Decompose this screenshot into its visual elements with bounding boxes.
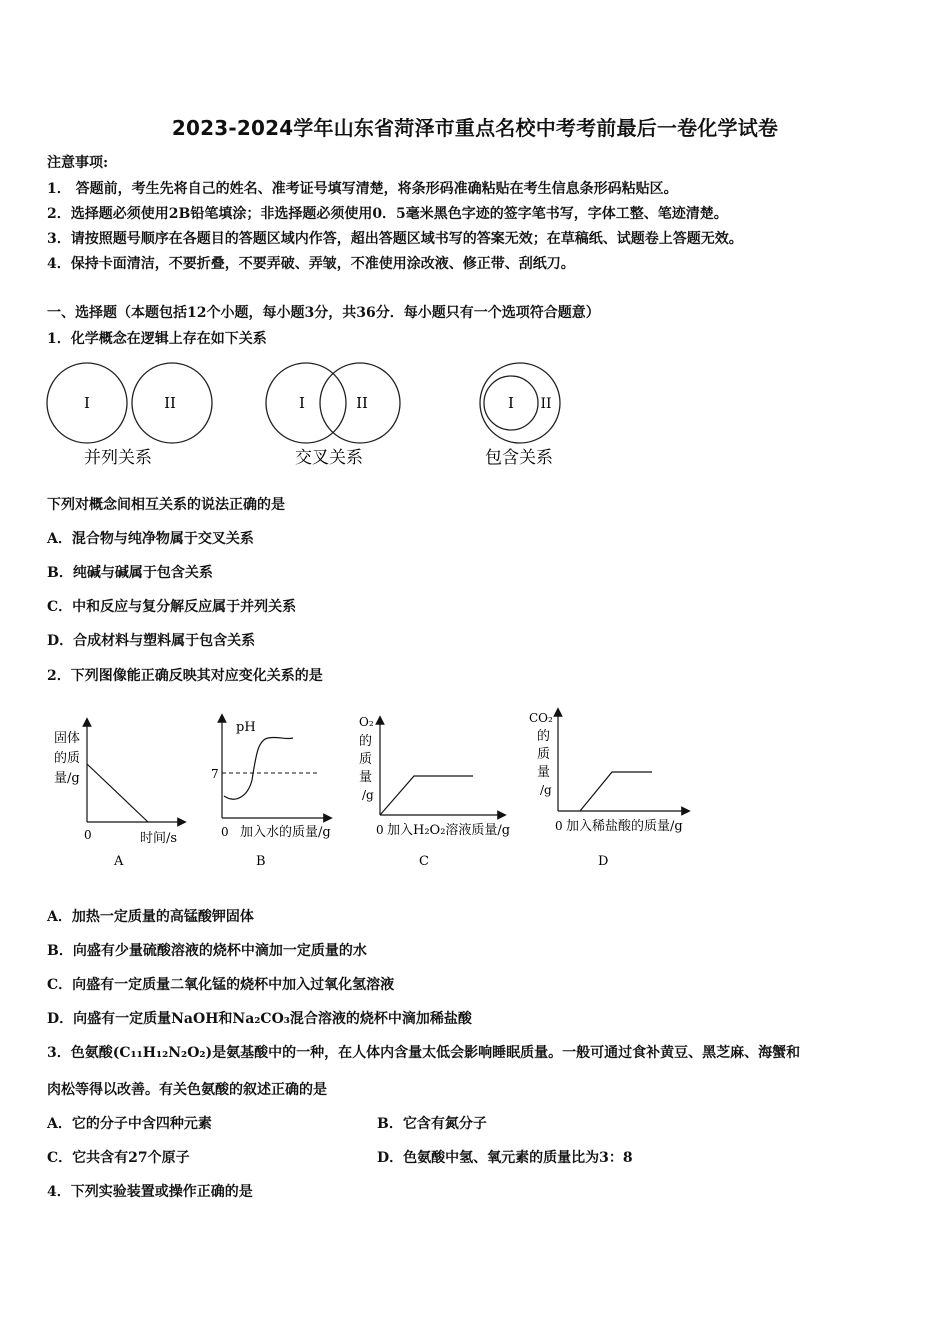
graph-a-ylabel: 的质 xyxy=(54,751,81,766)
graph-c-origin: 0 xyxy=(376,823,384,837)
graph-d-xlabel: 加入稀盐酸的质量/g xyxy=(566,819,683,834)
question-2-option-c: C．向盛有一定质量二氧化锰的烧杯中加入过氧化氢溶液 xyxy=(47,977,395,993)
graph-a-ylabel: 固体 xyxy=(54,731,81,746)
question-1-stem: 1．化学概念在逻辑上存在如下关系 xyxy=(47,331,267,347)
question-3-option-b: B．它含有氮分子 xyxy=(377,1116,487,1132)
question-3-option-c: C．它共含有27个原子 xyxy=(47,1150,190,1166)
venn-caption-parallel: 并列关系 xyxy=(84,448,152,468)
venn-label-2: II xyxy=(540,396,552,412)
graph-c-ylabel: O₂ xyxy=(359,715,374,729)
graph-c xyxy=(359,715,510,869)
question-1-prompt: 下列对概念间相互关系的说法正确的是 xyxy=(47,497,285,513)
venn-caption-contain: 包含关系 xyxy=(485,448,553,468)
graph-b-letter: B xyxy=(256,854,266,869)
graph-c-ylabel: 量 xyxy=(359,770,373,785)
venn-label-1: I xyxy=(299,394,305,412)
graph-a-xlabel: 时间/s xyxy=(140,831,178,846)
venn-label-1: I xyxy=(508,394,514,412)
graph-a xyxy=(54,722,182,869)
question-2-option-b: B．向盛有少量硫酸溶液的烧杯中滴加一定质量的水 xyxy=(47,943,367,959)
venn-label-2: II xyxy=(164,394,176,412)
graph-d-ylabel: /g xyxy=(540,783,552,797)
graph-a-curve xyxy=(87,764,148,822)
graph-d-ylabel: CO₂ xyxy=(529,711,553,725)
graph-d-ylabel: 量 xyxy=(537,765,551,780)
graph-d-ylabel: 质 xyxy=(537,747,551,762)
graph-c-ylabel: /g xyxy=(362,788,374,802)
page-title: 2023-2024学年山东省菏泽市重点名校中考考前最后一卷化学试卷 xyxy=(171,116,779,140)
graph-b-origin: 0 xyxy=(221,825,229,839)
graph-b-xlabel: 加入水的质量/g xyxy=(240,825,331,840)
question-2-option-a: A．加热一定质量的高锰酸钾固体 xyxy=(47,909,254,925)
graph-d xyxy=(529,711,686,869)
venn-parallel xyxy=(47,363,212,468)
graph-c-ylabel: 的 xyxy=(359,734,373,749)
venn-intersect xyxy=(266,363,400,468)
question-3-option-a: A．它的分子中含四种元素 xyxy=(47,1116,212,1132)
question-3-stem: 肉松等得以改善。有关色氨酸的叙述正确的是 xyxy=(47,1082,327,1098)
question-4-stem: 4．下列实验装置或操作正确的是 xyxy=(47,1184,253,1200)
graph-d-origin: 0 xyxy=(555,819,563,833)
graph-b-curve xyxy=(224,737,293,799)
question-1-option-c: C．中和反应与复分解反应属于并列关系 xyxy=(47,599,297,615)
question-1-option-b: B．纯碱与碱属于包含关系 xyxy=(47,565,213,581)
question-2-graphs xyxy=(0,700,950,880)
graph-d-ylabel: 的 xyxy=(537,729,551,744)
notice-heading: 注意事项: xyxy=(47,155,109,171)
graph-b xyxy=(211,718,331,869)
graph-a-ylabel: 量/g xyxy=(54,771,80,786)
graph-a-origin: 0 xyxy=(84,828,92,842)
graph-a-letter: A xyxy=(114,854,124,869)
graph-b-ref-value: 7 xyxy=(211,767,219,781)
graph-c-letter: C xyxy=(419,854,429,869)
question-2-option-d: D．向盛有一定质量NaOH和Na₂CO₃混合溶液的烧杯中滴加稀盐酸 xyxy=(47,1011,472,1027)
graph-c-curve xyxy=(380,776,473,815)
graph-c-xlabel: 加入H₂O₂溶液质量/g xyxy=(387,823,511,838)
question-2-stem: 2．下列图像能正确反映其对应变化关系的是 xyxy=(47,668,323,684)
question-3-option-d: D．色氨酸中氢、氧元素的质量比为3：8 xyxy=(377,1150,633,1166)
question-1-option-a: A．混合物与纯净物属于交叉关系 xyxy=(47,531,254,547)
graph-c-ylabel: 质 xyxy=(359,752,373,767)
notice-item: 4．保持卡面清洁，不要折叠，不要弄破、弄皱，不准使用涂改液、修正带、刮纸刀。 xyxy=(47,256,575,272)
graph-d-letter: D xyxy=(598,854,609,869)
notice-item: 2．选择题必须使用2B铅笔填涂；非选择题必须使用0．5毫米黑色字迹的签字笔书写，字体工整、笔迹清楚。 xyxy=(47,206,728,222)
venn-label-2: II xyxy=(356,394,368,412)
notice-item: 1． 答题前，考生先将自己的姓名、准考证号填写清楚，将条形码准确粘贴在考生信息条形码粘贴区。 xyxy=(47,181,678,197)
venn-contain xyxy=(480,363,560,468)
section-heading: 一、选择题（本题包括12个小题，每小题3分，共36分．每小题只有一个选项符合题意） xyxy=(47,305,600,321)
venn-diagram-figure xyxy=(0,350,950,475)
notice-item: 3．请按照题号顺序在各题目的答题区域内作答，超出答题区域书写的答案无效；在草稿纸、试题卷上答题无效。 xyxy=(47,231,743,247)
graph-d-curve xyxy=(580,772,652,811)
venn-caption-intersect: 交叉关系 xyxy=(295,448,363,468)
question-3-stem: 3．色氨酸(C₁₁H₁₂N₂O₂)是氨基酸中的一种，在人体内含量太低会影响睡眠质量。一般可通过食补黄豆、黑芝麻、海蟹和 xyxy=(47,1045,801,1061)
venn-label-1: I xyxy=(84,394,90,412)
graph-b-ylabel: pH xyxy=(236,720,256,735)
question-1-option-d: D．合成材料与塑料属于包含关系 xyxy=(47,633,256,649)
